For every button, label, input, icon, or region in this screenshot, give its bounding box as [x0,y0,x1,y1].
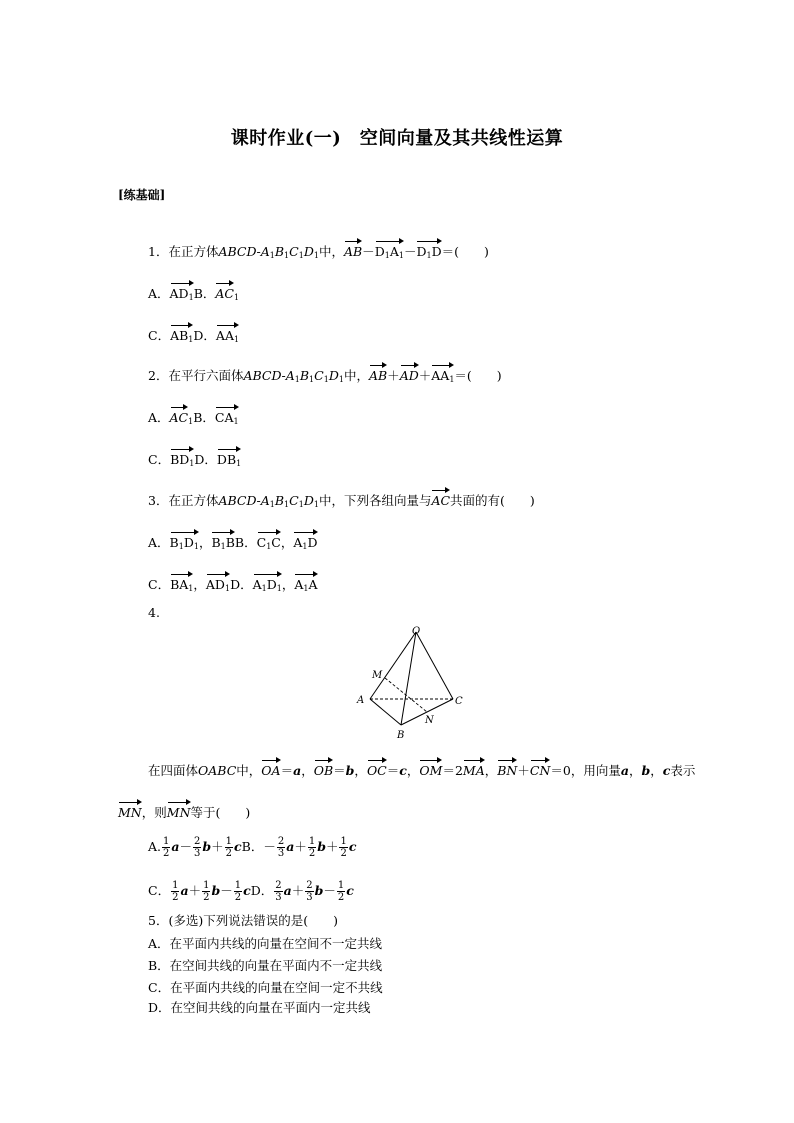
q5-stem: 5．(多选)下列说法错误的是( ) [148,913,338,928]
q2-options-ab: A．$AC_1B$．$CA_1$ [148,406,239,426]
q3-options-cd: C．$BA_1$，$AD_1D$．$A_1D_1$，$A_1A$ [148,573,318,593]
q4-stem: 在四面体OABC中，OA＝a，OB＝b，OC＝c，OM＝2MA，BN＋CN＝0，用向量a，b，c表示 [148,759,695,779]
label-b: B [397,730,405,741]
page-title: 课时作业(一) 空间向量及其共线性运算 [230,128,564,149]
label-c: C [455,696,463,707]
section-heading: [练基础] [118,188,166,202]
q4-options-ab: A. $\frac{1}{2}$ a－ $\frac{2}{3}$ b＋ $\frac{1}{2}$ cB．－ $\frac{2}{3}$ a＋ $\frac{1}{2}$ b＋ $\frac{1}{2}$ c [148,836,357,859]
q3-stem: 3．在正方体ABCD-$A_1B_1C_1D_1$中，下列各组向量与AC共面的有( ) [148,489,535,509]
q5-option-a: A．在平面内共线的向量在空间不一定共线 [148,936,383,951]
q1-options-cd: C．$AB_1D$．$AA_1$ [148,324,239,344]
q4-options-cd: C． $\frac{1}{2}$ a＋ $\frac{1}{2}$ b－ $\frac{1}{2}$ cD． $\frac{2}{3}$ a＋ $\frac{2}{3}$ b－ $\frac{1}{2}$ c [148,880,354,903]
q1-options-ab: A．$AD_1B$．$AC_1$ [148,282,239,302]
label-n: N [425,715,434,726]
label-a: A [357,695,365,706]
q3-options-ab: A．$B_1D_1$，$B_1BB$．$C_1C$，$A_1D$ [148,531,318,551]
q2-options-cd: C．$BD_1D$．$DB_1$ [148,448,241,468]
q4-stem-line2: MN，则MN等于( ) [118,801,250,821]
tetrahedron-figure [350,622,470,744]
q5-option-c: C．在平面内共线的向量在空间一定不共线 [148,980,383,995]
q5-option-d: D．在空间共线的向量在平面内一定共线 [148,1000,371,1015]
label-o: O [412,626,421,637]
q1-stem: 1．在正方体ABCD-$A_1B_1C_1D_1$中，$AB-D_1A_1-D_1D=$( ) [148,240,489,260]
q5-option-b: B．在空间共线的向量在平面内不一定共线 [148,958,383,973]
label-m: M [372,670,383,681]
q2-stem: 2．在平行六面体ABCD-$A_1B_1C_1D_1$中，$AB+AD+AA_1=$( ) [148,364,502,384]
q4-number: 4. [148,605,160,620]
